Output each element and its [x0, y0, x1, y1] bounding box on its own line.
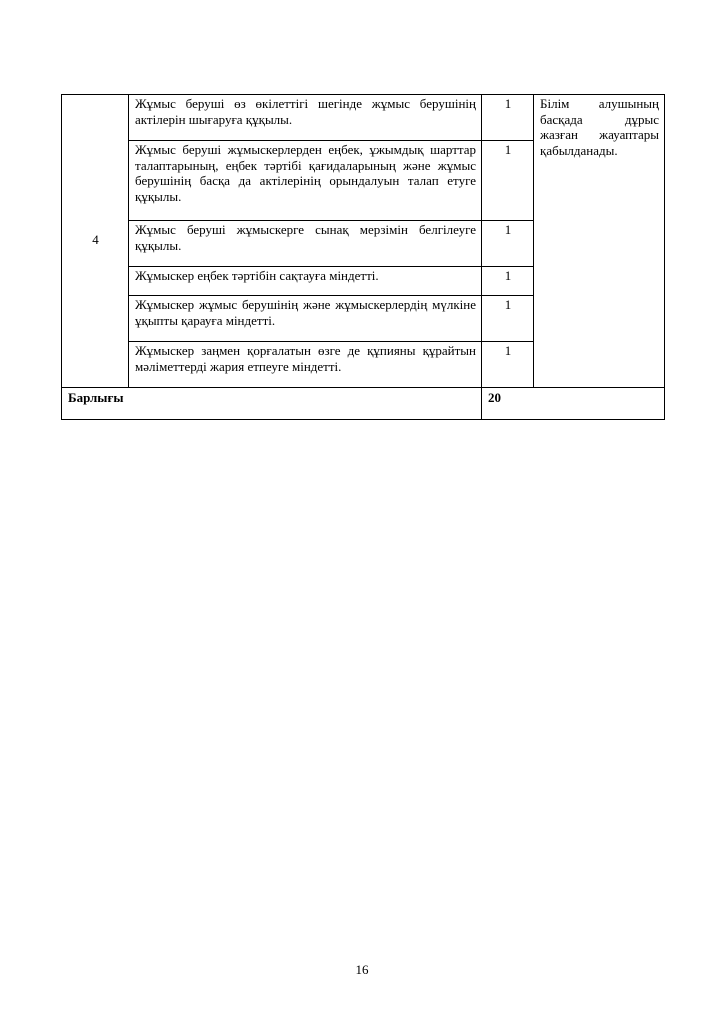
- total-value: 20: [482, 388, 665, 420]
- score-cell: 1: [482, 95, 534, 141]
- page-number: 16: [355, 962, 369, 977]
- score-cell: 1: [482, 221, 534, 267]
- criterion-cell: Жұмыс беруші жұмыскерлерден еңбек, ұжымдық шарттар талаптарының, еңбек тәртібі қағидаларының және жұмыс берушінің басқа да актілерінің орындалуын талап етуге құқылы.: [129, 141, 482, 221]
- score-cell: 1: [482, 342, 534, 388]
- score-cell: 1: [482, 141, 534, 221]
- table-row: [62, 95, 665, 141]
- score-cell: 1: [482, 267, 534, 296]
- section-number: 4: [62, 95, 129, 388]
- criterion-cell: Жұмыс беруші өз өкілеттігі шегінде жұмыс берушінің актілерін шығаруға құқылы.: [129, 95, 482, 141]
- total-label: Барлығы: [62, 388, 482, 420]
- note-cell: Білім алушының басқада дұрыс жазған жауаптары қабылданады.: [534, 95, 665, 388]
- assessment-table: [61, 94, 665, 420]
- score-cell: 1: [482, 296, 534, 342]
- criterion-cell: Жұмыскер заңмен қорғалатын өзге де құпияны құрайтын мәліметтерді жария етпеуге міндетті.: [129, 342, 482, 388]
- criterion-cell: Жұмыскер еңбек тәртібін сақтауға міндетті.: [129, 267, 482, 296]
- criterion-cell: Жұмыс беруші жұмыскерге сынақ мерзімін белгілеуге құқылы.: [129, 221, 482, 267]
- total-row: [62, 388, 665, 420]
- criterion-cell: Жұмыскер жұмыс берушінің және жұмыскерлердің мүлкіне ұқыпты қарауға міндетті.: [129, 296, 482, 342]
